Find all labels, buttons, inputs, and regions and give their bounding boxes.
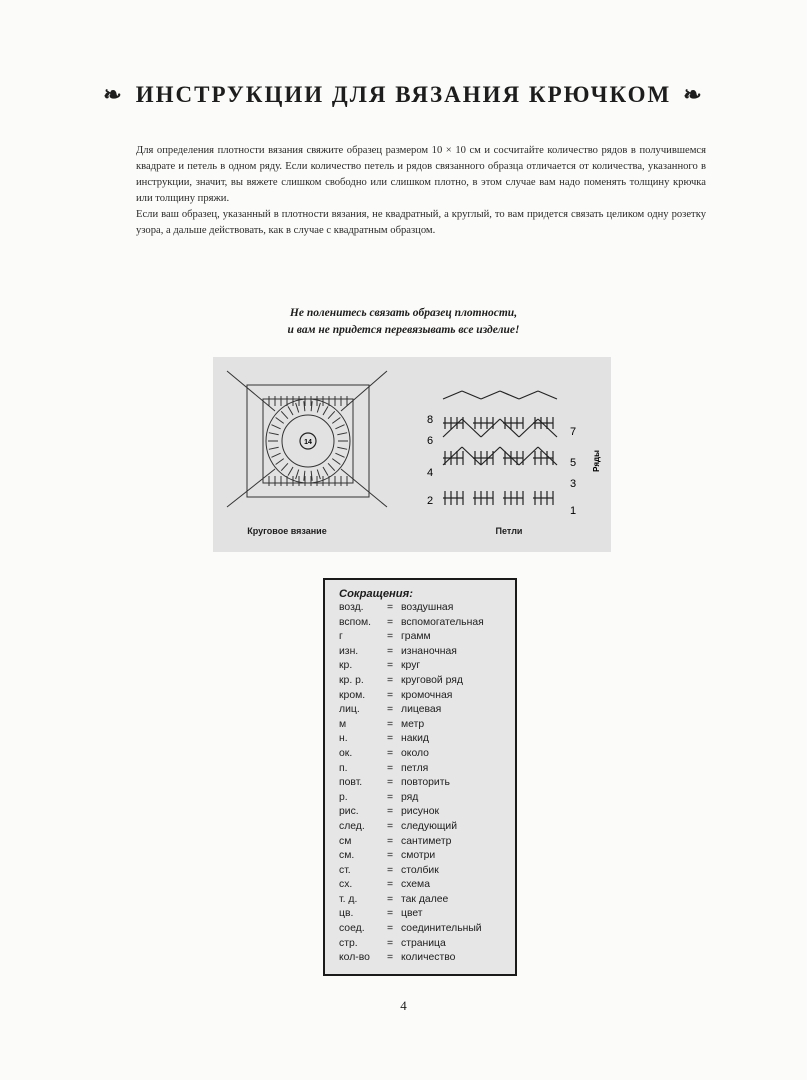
abbreviation-term: рис. bbox=[339, 806, 359, 818]
rows-label: Ряды bbox=[592, 450, 601, 472]
abbreviation-row bbox=[339, 689, 515, 704]
chain-stitch-mark bbox=[519, 391, 538, 399]
abbreviation-equals: = bbox=[387, 835, 394, 847]
chain-stitch-mark bbox=[500, 391, 519, 399]
abbreviation-row bbox=[339, 616, 515, 631]
abbreviation-term: ок. bbox=[339, 747, 353, 759]
round-stitch-mark bbox=[317, 470, 320, 480]
abbreviation-equals: = bbox=[387, 733, 394, 745]
abbreviation-row bbox=[339, 835, 515, 850]
abbreviation-term: см bbox=[339, 835, 352, 847]
round-stitch-mark bbox=[271, 425, 280, 429]
abbreviations-heading: Сокращения: bbox=[339, 588, 413, 600]
abbreviation-term: кр. р. bbox=[339, 674, 364, 686]
chain-stitch-mark bbox=[481, 391, 500, 399]
abbreviation-meaning: столбик bbox=[401, 864, 439, 876]
stitch-marks bbox=[443, 391, 557, 505]
chain-stitch-mark bbox=[443, 419, 462, 437]
row-number-4: 4 bbox=[427, 467, 434, 479]
round-stitch-mark bbox=[281, 411, 288, 418]
abbreviation-row bbox=[339, 703, 515, 718]
abbreviation-term: г bbox=[339, 631, 343, 643]
abbreviation-meaning: смотри bbox=[401, 850, 436, 862]
abbreviation-row bbox=[339, 922, 515, 937]
abbreviation-equals: = bbox=[387, 820, 394, 832]
abbreviation-meaning: страница bbox=[401, 937, 446, 949]
round-stitch-mark bbox=[335, 453, 344, 457]
abbreviation-term: т. д. bbox=[339, 893, 358, 905]
diagonal-line bbox=[341, 371, 387, 411]
abbreviation-equals: = bbox=[387, 850, 394, 862]
abbreviation-meaning: рисунок bbox=[401, 806, 440, 818]
motto bbox=[0, 305, 807, 339]
abbreviation-equals: = bbox=[387, 952, 394, 964]
round-knitting-figure bbox=[213, 357, 417, 552]
abbreviation-term: возд. bbox=[339, 602, 364, 613]
abbreviation-meaning: количество bbox=[401, 952, 456, 964]
abbreviation-term: р. bbox=[339, 791, 348, 803]
abbreviation-row bbox=[339, 630, 515, 645]
page-number: 4 bbox=[400, 998, 407, 1013]
diagonal-line bbox=[341, 469, 387, 507]
abbreviation-equals: = bbox=[387, 602, 394, 613]
center-label: 14 bbox=[304, 439, 312, 446]
abbreviation-row bbox=[339, 907, 515, 922]
abbreviation-row bbox=[339, 776, 515, 791]
abbreviation-row bbox=[339, 762, 515, 777]
abbreviation-row bbox=[339, 791, 515, 806]
round-stitch-mark bbox=[337, 447, 347, 449]
abbreviation-term: вспом. bbox=[339, 616, 372, 628]
page-title bbox=[0, 82, 807, 108]
round-stitch-mark bbox=[328, 463, 335, 470]
chain-stitch-mark bbox=[500, 447, 519, 465]
round-stitch-mark bbox=[288, 467, 293, 476]
stitches-figure bbox=[407, 357, 611, 552]
row-number-1: 1 bbox=[570, 505, 577, 517]
row-number-2: 2 bbox=[427, 495, 434, 507]
round-stitch-mark bbox=[323, 467, 328, 476]
abbreviation-row bbox=[339, 645, 515, 660]
abbreviation-row bbox=[339, 732, 515, 747]
abbreviations-box bbox=[323, 578, 517, 976]
chain-stitch-mark bbox=[443, 391, 462, 399]
chain-stitch-mark bbox=[462, 447, 481, 465]
abbreviation-row bbox=[339, 747, 515, 762]
row-number-5: 5 bbox=[570, 457, 577, 469]
abbreviations-list bbox=[339, 601, 515, 966]
round-stitch-mark bbox=[288, 406, 293, 415]
leaf-ornament-left-icon: ❧ bbox=[103, 82, 124, 107]
abbreviation-row bbox=[339, 718, 515, 733]
abbreviation-equals: = bbox=[387, 704, 394, 716]
abbreviation-term: повт. bbox=[339, 777, 363, 789]
row-number-3: 3 bbox=[570, 478, 577, 490]
abbreviation-row bbox=[339, 805, 515, 820]
abbreviation-equals: = bbox=[387, 879, 394, 891]
abbreviation-equals: = bbox=[387, 937, 394, 949]
abbreviation-row bbox=[339, 674, 515, 689]
abbreviation-equals: = bbox=[387, 908, 394, 920]
abbreviation-term: п. bbox=[339, 762, 348, 774]
diagonal-line bbox=[227, 371, 275, 411]
abbreviation-term: след. bbox=[339, 820, 365, 832]
motto-line-2: и вам не придется перевязывать все изделие! bbox=[287, 324, 520, 336]
round-stitch-mark bbox=[317, 403, 320, 413]
abbreviation-meaning: сантиметр bbox=[401, 835, 452, 847]
title-text: ИНСТРУКЦИИ ДЛЯ ВЯЗАНИЯ КРЮЧКОМ bbox=[135, 82, 672, 107]
abbreviation-equals: = bbox=[387, 645, 394, 657]
abbreviation-term: соед. bbox=[339, 923, 365, 935]
round-figure-caption: Круговое вязание bbox=[247, 526, 327, 536]
abbreviation-equals: = bbox=[387, 777, 394, 789]
abbreviation-term: кол-во bbox=[339, 952, 370, 964]
abbreviation-row bbox=[339, 951, 515, 966]
round-stitch-mark bbox=[332, 459, 340, 465]
abbreviation-meaning: кромочная bbox=[401, 689, 453, 701]
abbreviation-equals: = bbox=[387, 689, 394, 701]
abbreviation-term: цв. bbox=[339, 908, 354, 920]
chain-stitch-mark bbox=[462, 391, 481, 399]
abbreviation-term: сх. bbox=[339, 879, 353, 891]
motto-line-1: Не поленитесь связать образец плотности, bbox=[289, 307, 518, 319]
round-stitch-mark bbox=[296, 470, 299, 480]
round-knitting-diagram bbox=[213, 357, 417, 552]
abbreviation-row bbox=[339, 878, 515, 893]
abbreviation-equals: = bbox=[387, 806, 394, 818]
abbreviation-equals: = bbox=[387, 747, 394, 759]
intro-paragraph-1: Для определения плотности вязания свяжите образец размером 10 × 10 см и сосчитайте количество рядов в получившемся квадрате и петель в одном ряду. Если количество петель и рядов связанного образца отличается от количества, указанного в инструкции, значит, вы вяжете слишком свободно или слишком плотно, в этом случае вам надо поменять толщину крючка или толщину пряжи. bbox=[136, 145, 706, 204]
abbreviation-row bbox=[339, 601, 515, 616]
abbreviation-meaning: воздушная bbox=[401, 602, 454, 613]
abbreviation-equals: = bbox=[387, 864, 394, 876]
abbreviation-meaning: метр bbox=[401, 718, 425, 730]
round-stitch-mark bbox=[276, 459, 284, 465]
abbreviation-equals: = bbox=[387, 718, 394, 730]
abbreviation-term: изн. bbox=[339, 645, 359, 657]
round-stitch-mark bbox=[323, 406, 328, 415]
chain-stitch-mark bbox=[462, 419, 481, 437]
abbreviation-equals: = bbox=[387, 791, 394, 803]
abbreviation-meaning: вспомогательная bbox=[401, 616, 484, 628]
abbreviation-equals: = bbox=[387, 893, 394, 905]
intro-paragraph-2: Если ваш образец, указанный в плотности вязания, не квадратный, а круглый, то вам придется связать целиком одну розетку узора, а дальше действовать, как в случае с квадратным образцом. bbox=[136, 209, 706, 236]
abbreviation-equals: = bbox=[387, 631, 394, 643]
abbreviation-meaning: повторить bbox=[401, 777, 450, 789]
round-stitch-mark bbox=[281, 463, 288, 470]
chain-stitch-mark bbox=[538, 391, 557, 399]
diagonal-line bbox=[227, 469, 275, 507]
stitches-diagram bbox=[407, 357, 611, 552]
abbreviation-equals: = bbox=[387, 674, 394, 686]
abbreviation-row bbox=[339, 849, 515, 864]
abbreviation-meaning: так далее bbox=[401, 893, 449, 905]
abbreviation-term: см. bbox=[339, 850, 355, 862]
abbreviation-meaning: грамм bbox=[401, 631, 431, 643]
chain-stitch-mark bbox=[481, 419, 500, 437]
abbreviation-meaning: лицевая bbox=[401, 704, 442, 716]
abbreviation-equals: = bbox=[387, 762, 394, 774]
abbreviation-meaning: следующий bbox=[401, 820, 458, 832]
abbreviation-meaning: схема bbox=[401, 879, 430, 891]
round-stitch-mark bbox=[271, 453, 280, 457]
round-stitch-mark bbox=[296, 403, 299, 413]
abbreviation-row bbox=[339, 937, 515, 952]
chain-stitch-mark bbox=[443, 447, 462, 465]
abbreviation-equals: = bbox=[387, 660, 394, 672]
abbreviation-equals: = bbox=[387, 616, 394, 628]
abbreviation-meaning: соединительный bbox=[401, 923, 482, 935]
abbreviation-term: ст. bbox=[339, 864, 351, 876]
chain-stitch-mark bbox=[481, 447, 500, 465]
chain-stitch-mark bbox=[500, 419, 519, 437]
round-stitch-mark bbox=[328, 411, 335, 418]
abbreviation-meaning: около bbox=[401, 747, 429, 759]
round-stitch-mark bbox=[335, 425, 344, 429]
abbreviation-meaning: ряд bbox=[401, 791, 419, 803]
abbreviation-term: кром. bbox=[339, 689, 366, 701]
abbreviation-meaning: круг bbox=[401, 660, 421, 672]
intro-text bbox=[136, 143, 706, 239]
abbreviation-row bbox=[339, 820, 515, 835]
stitches-figure-caption: Петли bbox=[495, 526, 523, 536]
row-number-6: 6 bbox=[427, 435, 434, 447]
abbreviation-meaning: изнаночная bbox=[401, 645, 457, 657]
round-stitch-mark bbox=[269, 447, 279, 449]
abbreviation-meaning: круговой ряд bbox=[401, 674, 463, 686]
abbreviation-equals: = bbox=[387, 923, 394, 935]
round-stitch-mark bbox=[269, 433, 279, 435]
round-stitch-mark bbox=[332, 417, 340, 423]
abbreviation-row bbox=[339, 864, 515, 879]
abbreviation-term: кр. bbox=[339, 660, 353, 672]
abbreviation-meaning: петля bbox=[401, 762, 429, 774]
abbreviation-meaning: цвет bbox=[401, 908, 423, 920]
row-number-8: 8 bbox=[427, 414, 434, 426]
round-stitch-mark bbox=[337, 433, 347, 435]
abbreviation-meaning: накид bbox=[401, 733, 429, 745]
row-number-7: 7 bbox=[570, 426, 577, 438]
round-stitch-mark bbox=[276, 417, 284, 423]
abbreviation-term: м bbox=[339, 718, 347, 730]
abbreviation-term: лиц. bbox=[339, 704, 360, 716]
abbreviation-term: стр. bbox=[339, 937, 358, 949]
abbreviation-row bbox=[339, 893, 515, 908]
abbreviation-term: н. bbox=[339, 733, 348, 745]
abbreviation-row bbox=[339, 659, 515, 674]
leaf-ornament-right-icon: ❧ bbox=[683, 82, 704, 107]
